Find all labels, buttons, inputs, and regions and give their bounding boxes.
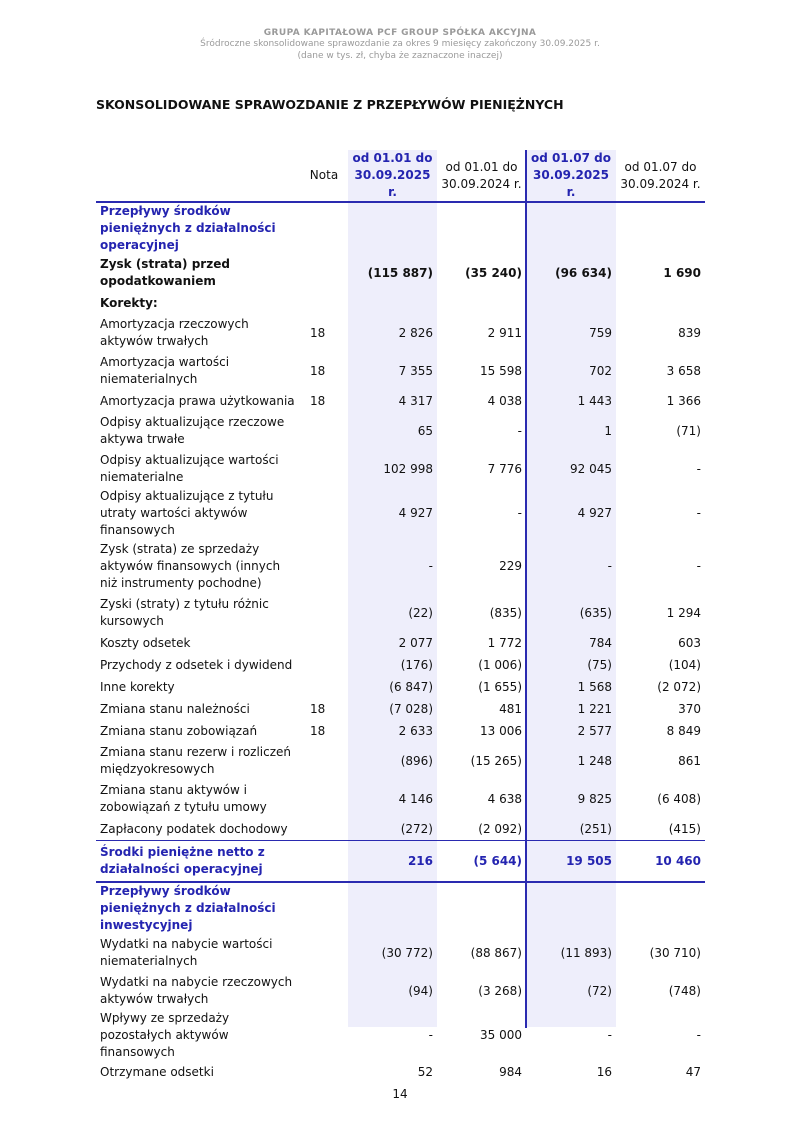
row-value-c2: (2 092)	[478, 821, 522, 836]
table-row	[96, 412, 705, 450]
report-subtitle: Śródroczne skonsolidowane sprawozdanie za okres 9 miesięcy zakończony 30.09.2025 r.	[200, 39, 600, 49]
row-value-c2: 7 776	[487, 461, 522, 476]
row-nota	[300, 841, 348, 883]
row-value-c3: (11 893)	[560, 945, 612, 960]
table-row	[96, 488, 705, 539]
row-nota	[300, 594, 348, 632]
row-value-c2: (3 268)	[478, 983, 522, 998]
row-value-c4: 370	[678, 701, 701, 716]
row-nota	[300, 1061, 348, 1083]
row-value-c3: (72)	[587, 983, 612, 998]
row-value-c4: (748)	[668, 983, 701, 998]
row-value-c3: (75)	[587, 657, 612, 672]
header-item	[96, 150, 300, 202]
row-value-c3: 4 927	[577, 506, 612, 520]
row-nota: 18	[310, 701, 326, 716]
row-value-c4: (104)	[668, 657, 701, 672]
table-row	[96, 780, 705, 818]
row-value-c4: 10 460	[655, 853, 701, 868]
row-value-c4: 603	[678, 635, 701, 650]
row-value-c2: 35 000	[480, 1028, 522, 1042]
row-value-c1: -	[428, 559, 433, 573]
table-row	[96, 934, 705, 972]
row-value-c4: 47	[685, 1064, 701, 1079]
subheading-adjustments: Korekty:	[100, 295, 158, 310]
row-nota	[300, 488, 348, 539]
row-label: Zysk (strata) ze sprzedaży aktywów finansowych (innych niż instrumenty pochodne)	[100, 542, 281, 590]
row-value-c2: -	[517, 423, 522, 438]
row-value-c3: 9 825	[577, 791, 612, 806]
statement-title: SKONSOLIDOWANE SPRAWOZDANIE Z PRZEPŁYWÓW PIENIĘŻNYCH	[96, 97, 564, 112]
row-value-c3: 19 505	[566, 853, 612, 868]
section-heading-operating: Przepływy środków pieniężnych z działalności operacyjnej	[100, 204, 276, 252]
row-nota: 18	[310, 723, 326, 738]
row-nota	[300, 450, 348, 488]
row-label: Zapłacony podatek dochodowy	[100, 821, 288, 836]
row-value-c1: -	[428, 1028, 433, 1042]
row-value-c4: 1 294	[666, 605, 701, 620]
header-col-4: od 01.07 do 30.09.2024 r.	[620, 159, 701, 191]
row-value-c4: (30 710)	[649, 945, 701, 960]
row-label: Wydatki na nabycie wartości niematerialnych	[100, 937, 273, 968]
table-row	[96, 390, 705, 412]
row-value-c1: (896)	[400, 753, 433, 768]
row-value-c2: -	[517, 506, 522, 520]
row-label: Zmiana stanu rezerw i rozliczeń międzyokresowych	[100, 745, 292, 776]
row-value-c1: 2 826	[398, 325, 433, 340]
table-row	[96, 654, 705, 676]
row-label: Inne korekty	[100, 679, 175, 694]
header-col-1: od 01.01 do 30.09.2025 r.	[352, 151, 433, 199]
row-nota	[300, 972, 348, 1010]
table-row	[96, 594, 705, 632]
row-nota	[300, 742, 348, 780]
table-row	[96, 254, 705, 292]
row-label: Przychody z odsetek i dywidend	[100, 657, 293, 672]
units-note: (dane w tys. zł, chyba że zaznaczone inaczej)	[297, 51, 503, 61]
row-label: Zmiana stanu zobowiązań	[100, 723, 258, 738]
row-label: Zmiana stanu należności	[100, 701, 250, 716]
row-value-c4: 1 690	[663, 265, 701, 280]
row-value-c2: 4 038	[487, 393, 522, 408]
row-value-c4: (6 408)	[657, 791, 701, 806]
table-row	[96, 676, 705, 698]
row-value-c3: 702	[589, 363, 612, 378]
row-value-c1: 52	[417, 1064, 433, 1079]
row-value-c4: -	[696, 1028, 701, 1042]
row-value-c2: (1 006)	[478, 657, 522, 672]
row-label: Zysk (strata) przed opodatkowaniem	[100, 257, 230, 288]
row-value-c1: 4 927	[398, 506, 433, 520]
row-value-c4: (415)	[668, 821, 701, 836]
row-value-c3: 92 045	[570, 461, 612, 476]
row-label: Odpisy aktualizujące rzeczowe aktywa trwałe	[100, 415, 285, 446]
row-value-c1: (30 772)	[381, 945, 433, 960]
header-col-2: od 01.01 do 30.09.2024 r.	[441, 159, 522, 191]
row-nota: 18	[310, 363, 326, 378]
row-nota	[300, 1010, 348, 1061]
row-value-c2: (1 655)	[478, 679, 522, 694]
row-value-c2: (835)	[489, 605, 522, 620]
row-value-c1: 4 317	[398, 393, 433, 408]
row-value-c3: (96 634)	[555, 265, 612, 280]
row-nota	[300, 412, 348, 450]
row-value-c3: -	[607, 1028, 612, 1042]
row-value-c3: -	[607, 559, 612, 573]
row-value-c1: (22)	[408, 605, 433, 620]
table-row	[96, 720, 705, 742]
row-value-c2: (5 644)	[473, 853, 522, 868]
table-row	[96, 314, 705, 352]
row-label: Wpływy ze sprzedaży pozostałych aktywów finansowych	[100, 1011, 230, 1059]
row-value-c2: (88 867)	[470, 945, 522, 960]
row-nota	[300, 780, 348, 818]
total-row-operating	[96, 841, 705, 883]
row-value-c4: -	[696, 506, 701, 520]
table-row	[96, 972, 705, 1010]
row-value-c1: 2 077	[398, 635, 433, 650]
page-number: 14	[392, 1087, 408, 1101]
row-value-c1: (115 887)	[367, 265, 433, 280]
row-value-c1: (7 028)	[389, 701, 433, 716]
row-label: Zmiana stanu aktywów i zobowiązań z tytułu umowy	[100, 783, 267, 814]
row-label: Amortyzacja prawa użytkowania	[100, 393, 295, 408]
row-value-c4: 8 849	[666, 723, 701, 738]
row-value-c3: 1 568	[577, 679, 612, 694]
row-value-c3: 1	[604, 423, 612, 438]
row-value-c1: 4 146	[398, 791, 433, 806]
row-value-c3: 784	[589, 635, 612, 650]
row-nota	[300, 539, 348, 594]
table-row	[96, 632, 705, 654]
row-value-c3: 16	[596, 1064, 612, 1079]
row-nota	[300, 818, 348, 841]
row-value-c1: (6 847)	[389, 679, 433, 694]
row-label: Amortyzacja rzeczowych aktywów trwałych	[100, 317, 249, 348]
table-row	[96, 818, 705, 841]
row-value-c1: 2 633	[398, 723, 433, 738]
row-value-c4: (71)	[676, 423, 701, 438]
row-value-c3: (635)	[579, 605, 612, 620]
row-value-c1: 216	[407, 853, 433, 868]
table-row	[96, 1061, 705, 1083]
row-value-c2: 229	[499, 559, 522, 573]
row-nota: 18	[310, 393, 326, 408]
page-header	[0, 28, 800, 62]
row-value-c2: 15 598	[480, 363, 522, 378]
row-nota	[300, 654, 348, 676]
row-nota: 18	[310, 325, 326, 340]
row-label: Zyski (straty) z tytułu różnic kursowych	[100, 597, 269, 628]
row-label: Wydatki na nabycie rzeczowych aktywów trwałych	[100, 975, 293, 1006]
row-label: Odpisy aktualizujące z tytułu utraty wartości aktywów finansowych	[100, 489, 274, 537]
table-row	[96, 450, 705, 488]
row-value-c4: 839	[678, 325, 701, 340]
table-row	[96, 352, 705, 390]
row-value-c1: (176)	[400, 657, 433, 672]
row-value-c2: 2 911	[487, 325, 522, 340]
row-value-c3: 1 221	[577, 701, 612, 716]
row-value-c3: (251)	[579, 821, 612, 836]
row-value-c4: 1 366	[666, 393, 701, 408]
row-nota	[300, 632, 348, 654]
row-value-c3: 1 443	[577, 393, 612, 408]
row-label: Amortyzacja wartości niematerialnych	[100, 355, 230, 386]
row-value-c4: -	[696, 461, 701, 476]
row-value-c3: 2 577	[577, 723, 612, 738]
row-value-c1: 65	[417, 423, 433, 438]
section-heading-investing: Przepływy środków pieniężnych z działalności inwestycyjnej	[100, 884, 276, 932]
header-col-3: od 01.07 do 30.09.2025 r.	[531, 151, 611, 199]
row-value-c2: 4 638	[487, 791, 522, 806]
row-value-c2: (35 240)	[465, 265, 522, 280]
company-name: GRUPA KAPITAŁOWA PCF GROUP SPÓŁKA AKCYJNA	[263, 28, 537, 38]
header-nota: Nota	[309, 168, 339, 182]
row-value-c4: 861	[678, 753, 701, 768]
table-row	[96, 1010, 705, 1061]
row-value-c2: (15 265)	[470, 753, 522, 768]
row-value-c2: 481	[499, 701, 522, 716]
row-value-c1: (94)	[408, 983, 433, 998]
row-value-c2: 1 772	[487, 635, 522, 650]
row-value-c4: (2 072)	[657, 679, 701, 694]
table-header-row	[96, 150, 705, 202]
row-label: Koszty odsetek	[100, 635, 191, 650]
row-label: Środki pieniężne netto z działalności operacyjnej	[100, 845, 265, 876]
table-row	[96, 539, 705, 594]
row-label: Odpisy aktualizujące wartości niematerialne	[100, 453, 279, 484]
row-nota	[300, 676, 348, 698]
row-label: Otrzymane odsetki	[100, 1064, 214, 1079]
row-value-c4: -	[696, 559, 701, 573]
row-value-c1: (272)	[400, 821, 433, 836]
row-value-c3: 759	[589, 325, 612, 340]
row-nota	[300, 254, 348, 292]
row-nota	[300, 934, 348, 972]
table-row	[96, 698, 705, 720]
table-row	[96, 742, 705, 780]
cash-flow-table	[96, 150, 705, 1083]
row-value-c3: 1 248	[577, 753, 612, 768]
row-value-c1: 102 998	[383, 461, 433, 476]
row-value-c2: 984	[499, 1064, 522, 1079]
row-value-c2: 13 006	[480, 723, 522, 738]
row-value-c4: 3 658	[666, 363, 701, 378]
row-value-c1: 7 355	[398, 363, 433, 378]
